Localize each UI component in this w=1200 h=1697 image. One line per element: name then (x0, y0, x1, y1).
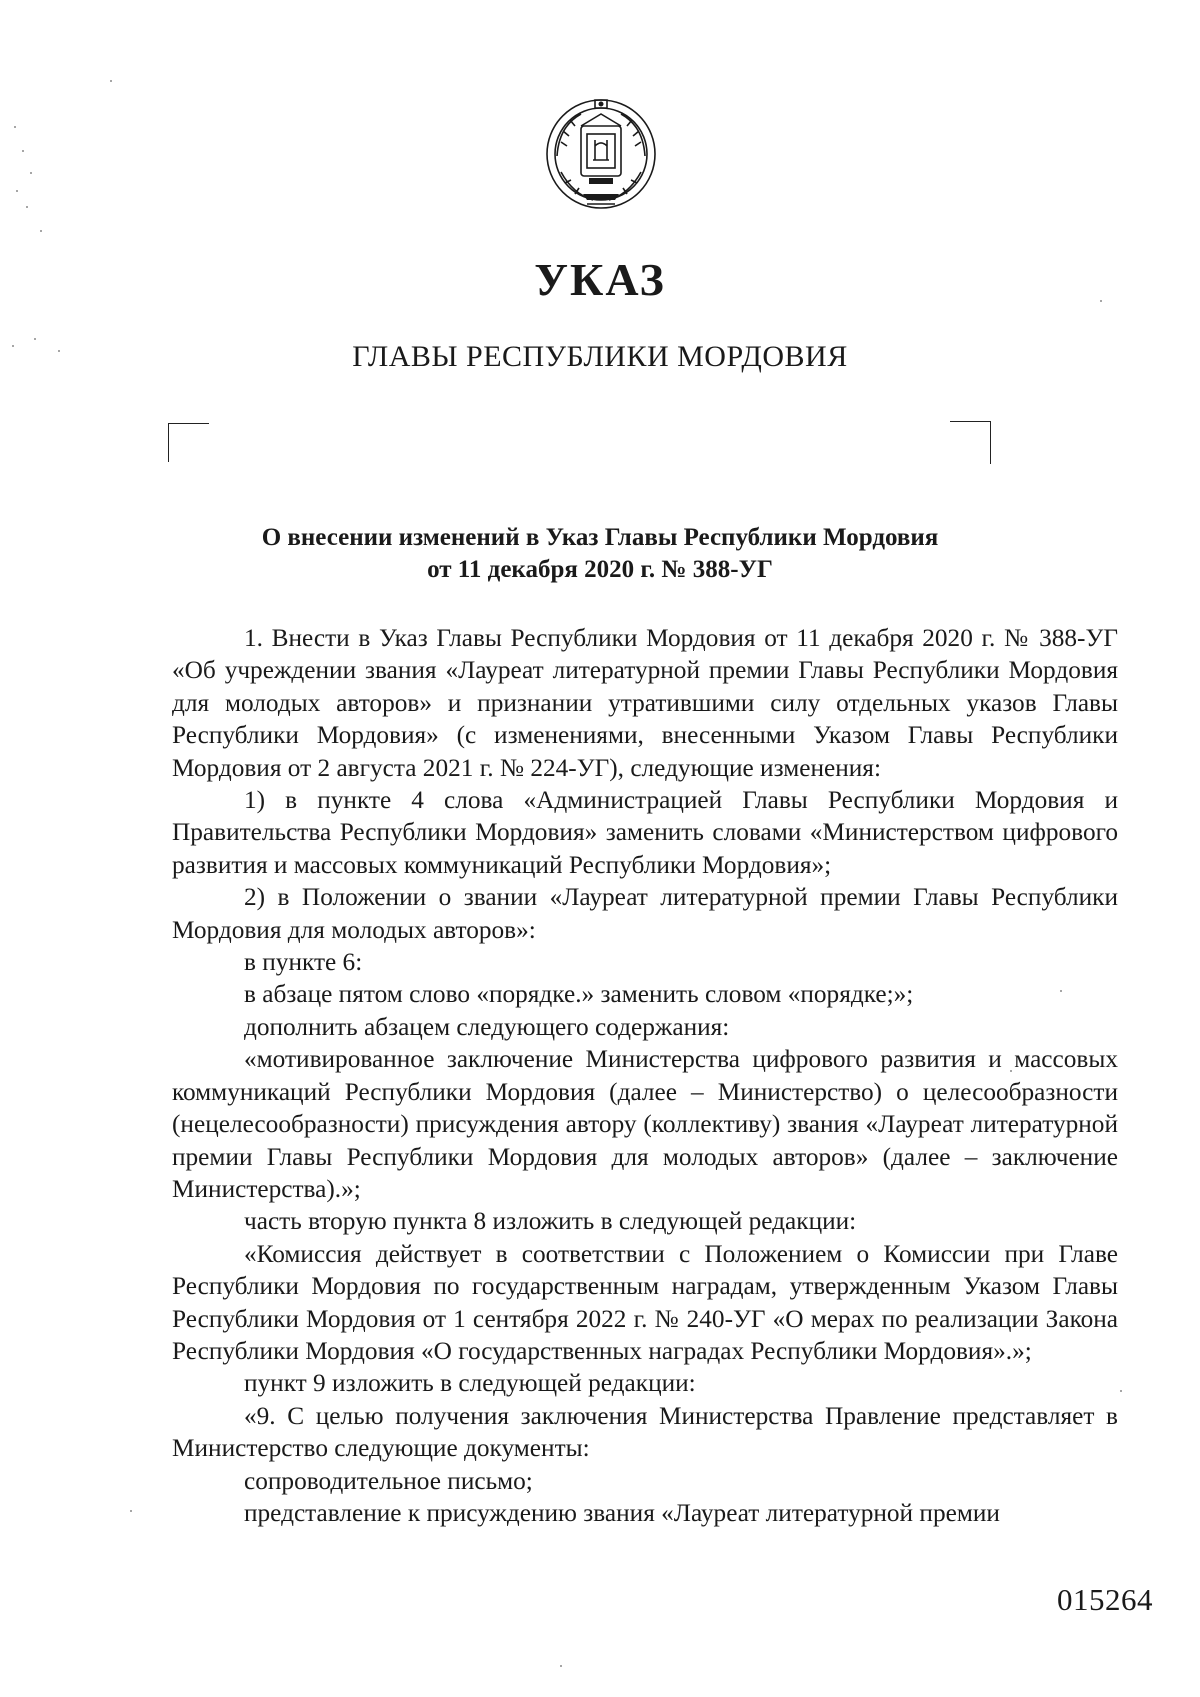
body-paragraph: «мотивированное заключение Министерства цифрового развития и массовых коммуникаций Республики Мордовия (далее – Министерство) о целесообразности (нецелесообразности) присуждения автору (коллективу) звания «Лауреат литературной премии Главы Республики Мордовия для молодых авторов» (далее – заключение Министерства).»; (172, 1045, 1118, 1203)
coat-of-arms-icon (537, 86, 665, 214)
body-paragraph: «9. С целью получения заключения Министерства Правление представляет в Министерство следующие документы: (172, 1401, 1118, 1463)
body-paragraph: часть вторую пункта 8 изложить в следующей редакции: (244, 1207, 857, 1236)
corner-mark-left (168, 423, 209, 462)
body-paragraph: 2) в Положении о звании «Лауреат литературной премии Главы Республики Мордовия для молодых авторов»: (172, 883, 1118, 944)
body-paragraph: пункт 9 изложить в следующей редакции: (244, 1369, 696, 1398)
body-paragraph: в пункте 6: (244, 948, 363, 977)
document-heading (0, 522, 1200, 586)
heading-line: О внесении изменений в Указ Главы Республики Мордовия (261, 524, 939, 551)
body-paragraph: сопроводительное письмо; (244, 1466, 533, 1495)
document-body (172, 622, 1118, 1529)
body-paragraph: «Комиссия действует в соответствии с Положением о Комиссии при Главе Республики Мордовия по государственным наградам, утвержденным Указом Главы Республики Мордовия от 1 сентября 2022 г. № 240-УГ «О мерах по реализации Закона Республики Мордовия «О государственных наградах Республики Мордовия».»; (172, 1239, 1118, 1365)
document-title: УКАЗ (534, 254, 666, 305)
corner-mark-right (950, 421, 991, 464)
heading-line: от 11 декабря 2020 г. № 388-УГ (427, 556, 773, 583)
body-paragraph: в абзаце пятом слово «порядке.» заменить словом «порядке;»; (244, 980, 914, 1009)
serial-number: 015264 (1057, 1582, 1153, 1617)
body-paragraph: 1) в пункте 4 слова «Администрацией Главы Республики Мордовия и Правительства Республики Мордовия» заменить словами «Министерством цифрового развития и массовых коммуникаций Республики Мордовия»; (172, 786, 1118, 879)
body-paragraph: дополнить абзацем следующего содержания: (244, 1012, 730, 1041)
body-paragraph: 1. Внести в Указ Главы Республики Мордовия от 11 декабря 2020 г. № 388-УГ «Об учреждении звания «Лауреат литературной премии Главы Республики Мордовия для молодых авторов» и признании утратившими силу отдельных указов Главы Республики Мордовия» (с изменениями, внесенными Указом Главы Республики Мордовия от 2 августа 2021 г. № 224-УГ), следующие изменения: (172, 624, 1118, 782)
body-paragraph: представление к присуждению звания «Лауреат литературной премии (244, 1498, 1000, 1527)
document-subtitle: ГЛАВЫ РЕСПУБЛИКИ МОРДОВИЯ (352, 340, 848, 373)
